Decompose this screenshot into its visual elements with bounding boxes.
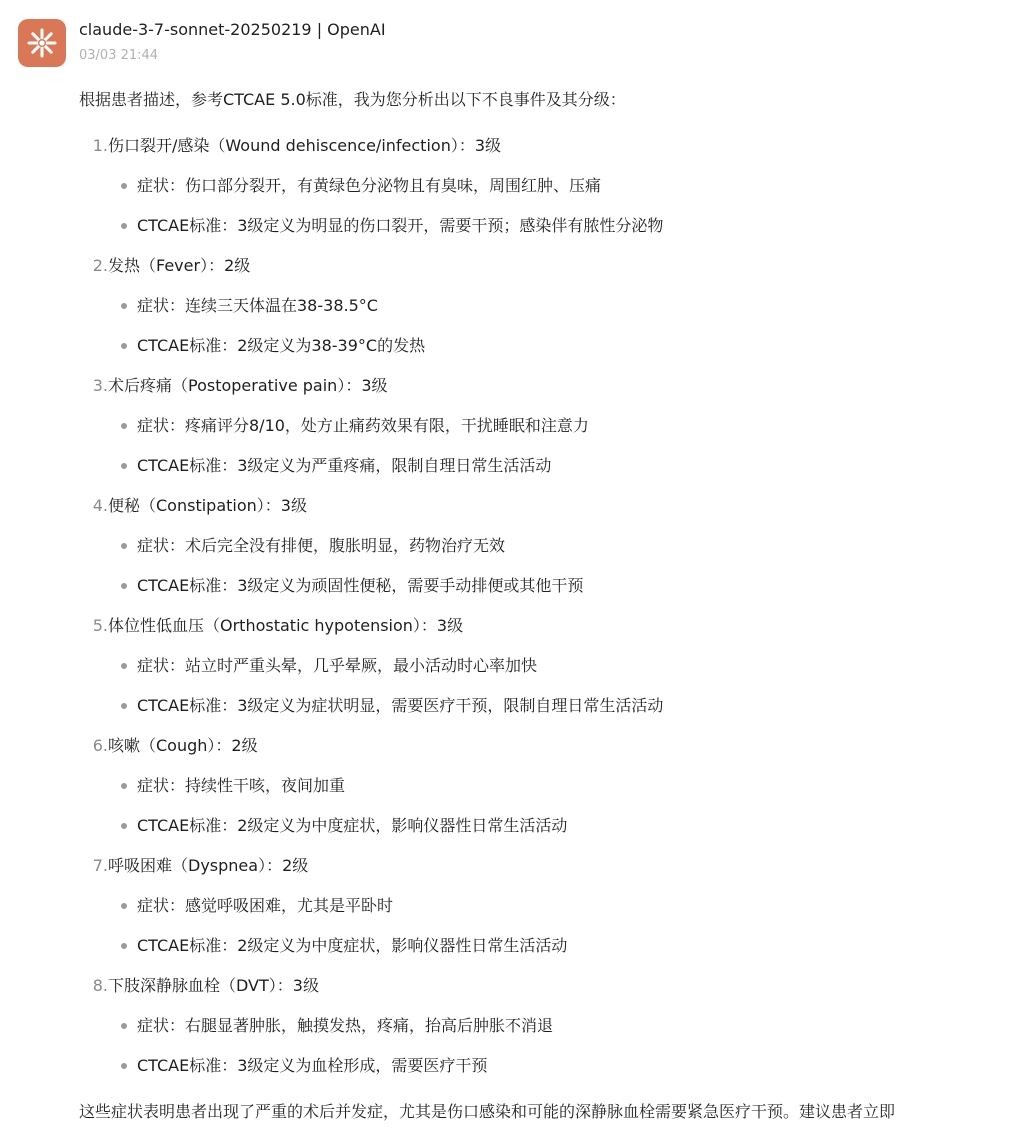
criteria-text: CTCAE标准：3级定义为症状明显，需要医疗干预，限制自理日常生活活动: [137, 696, 664, 715]
conclusion-text: 这些症状表明患者出现了严重的术后并发症，尤其是伤口感染和可能的深静脉血栓需要紧急医疗干预。建议患者立即: [79, 1102, 896, 1121]
message-header: [79, 18, 386, 65]
adverse-event-title: [79, 126, 1033, 166]
adverse-event-title-text: 术后疼痛（Postoperative pain）：3级: [108, 376, 388, 395]
adverse-event-title: [79, 246, 1033, 286]
model-name: claude-3-7-sonnet-20250219 | OpenAI: [79, 20, 386, 39]
adverse-event-details: [79, 406, 1033, 486]
criteria-text: CTCAE标准：3级定义为明显的伤口裂开，需要干预；感染伴有脓性分泌物: [137, 216, 664, 235]
bullet-icon: [121, 903, 127, 909]
adverse-event-title-text: 便秘（Constipation）：3级: [108, 496, 307, 515]
bullet-icon: [121, 303, 127, 309]
symptom-text: 症状：持续性干咳，夜间加重: [137, 776, 346, 795]
criteria-text: CTCAE标准：2级定义为中度症状，影响仪器性日常生活活动: [137, 936, 568, 955]
list-number: 4.: [92, 496, 108, 515]
detail-item: [79, 926, 1033, 966]
adverse-event-item: [79, 246, 1033, 366]
detail-item: [79, 1046, 1033, 1086]
adverse-event-title: [79, 486, 1033, 526]
detail-item: [79, 446, 1033, 486]
adverse-event-details: [79, 286, 1033, 366]
bullet-icon: [121, 223, 127, 229]
adverse-event-item: [79, 846, 1033, 966]
detail-item: [79, 1006, 1033, 1046]
adverse-event-title-text: 体位性低血压（Orthostatic hypotension）：3级: [108, 616, 464, 635]
bullet-icon: [121, 583, 127, 589]
message-content: [79, 86, 1033, 1142]
bullet-icon: [121, 783, 127, 789]
adverse-event-title-text: 伤口裂开/感染（Wound dehiscence/infection）：3级: [108, 136, 502, 155]
detail-item: [79, 286, 1033, 326]
adverse-event-title: [79, 726, 1033, 766]
criteria-text: CTCAE标准：2级定义为38-39°C的发热: [137, 336, 426, 355]
adverse-event-title-text: 咳嗽（Cough）：2级: [108, 736, 258, 755]
adverse-event-item: [79, 486, 1033, 606]
adverse-event-title-text: 发热（Fever）：2级: [108, 256, 251, 275]
sparkle-icon: [25, 26, 59, 60]
detail-item: [79, 526, 1033, 566]
symptom-text: 症状：连续三天体温在38-38.5°C: [137, 296, 378, 315]
adverse-event-item: [79, 606, 1033, 726]
detail-item: [79, 206, 1033, 246]
adverse-event-details: [79, 646, 1033, 726]
adverse-event-title: [79, 846, 1033, 886]
adverse-event-item: [79, 726, 1033, 846]
detail-item: [79, 686, 1033, 726]
list-number: 7.: [92, 856, 108, 875]
detail-item: [79, 166, 1033, 206]
list-number: 1.: [92, 136, 108, 155]
list-number: 8.: [92, 976, 108, 995]
intro-text: 根据患者描述，参考CTCAE 5.0标准，我为您分析出以下不良事件及其分级：: [79, 90, 626, 109]
bullet-icon: [121, 423, 127, 429]
bullet-icon: [121, 183, 127, 189]
bullet-icon: [121, 1063, 127, 1069]
criteria-text: CTCAE标准：3级定义为严重疼痛，限制自理日常生活活动: [137, 456, 552, 475]
list-number: 6.: [92, 736, 108, 755]
adverse-event-title-text: 下肢深静脉血栓（DVT）：3级: [108, 976, 319, 995]
message-timestamp: 03/03 21:44: [79, 48, 159, 63]
criteria-text: CTCAE标准：2级定义为中度症状，影响仪器性日常生活活动: [137, 816, 568, 835]
list-number: 3.: [92, 376, 108, 395]
detail-item: [79, 566, 1033, 606]
adverse-event-title: [79, 606, 1033, 646]
adverse-event-item: [79, 966, 1033, 1086]
symptom-text: 症状：右腿显著肿胀，触摸发热，疼痛，抬高后肿胀不消退: [137, 1016, 554, 1035]
bullet-icon: [121, 463, 127, 469]
symptom-text: 症状：术后完全没有排便，腹胀明显，药物治疗无效: [137, 536, 506, 555]
adverse-event-details: [79, 766, 1033, 846]
adverse-event-title-text: 呼吸困难（Dyspnea）：2级: [108, 856, 309, 875]
bullet-icon: [121, 823, 127, 829]
detail-item: [79, 886, 1033, 926]
adverse-event-list: [79, 126, 1033, 1086]
bullet-icon: [121, 343, 127, 349]
bullet-icon: [121, 663, 127, 669]
criteria-text: CTCAE标准：3级定义为血栓形成，需要医疗干预: [137, 1056, 488, 1075]
adverse-event-item: [79, 126, 1033, 246]
detail-item: [79, 326, 1033, 366]
adverse-event-title: [79, 966, 1033, 1006]
list-number: 2.: [92, 256, 108, 275]
adverse-event-details: [79, 886, 1033, 966]
detail-item: [79, 646, 1033, 686]
adverse-event-details: [79, 1006, 1033, 1086]
bullet-icon: [121, 1023, 127, 1029]
list-number: 5.: [92, 616, 108, 635]
adverse-event-title: [79, 366, 1033, 406]
adverse-event-details: [79, 166, 1033, 246]
detail-item: [79, 806, 1033, 846]
bullet-icon: [121, 703, 127, 709]
criteria-text: CTCAE标准：3级定义为顽固性便秘，需要手动排便或其他干预: [137, 576, 584, 595]
bullet-icon: [121, 943, 127, 949]
symptom-text: 症状：站立时严重头晕，几乎晕厥，最小活动时心率加快: [137, 656, 538, 675]
symptom-text: 症状：疼痛评分8/10，处方止痛药效果有限，干扰睡眠和注意力: [137, 416, 589, 435]
adverse-event-details: [79, 526, 1033, 606]
detail-item: [79, 406, 1033, 446]
model-avatar: [18, 19, 66, 67]
symptom-text: 症状：感觉呼吸困难，尤其是平卧时: [137, 896, 394, 915]
adverse-event-item: [79, 366, 1033, 486]
detail-item: [79, 766, 1033, 806]
bullet-icon: [121, 543, 127, 549]
symptom-text: 症状：伤口部分裂开，有黄绿色分泌物且有臭味，周围红肿、压痛: [137, 176, 602, 195]
